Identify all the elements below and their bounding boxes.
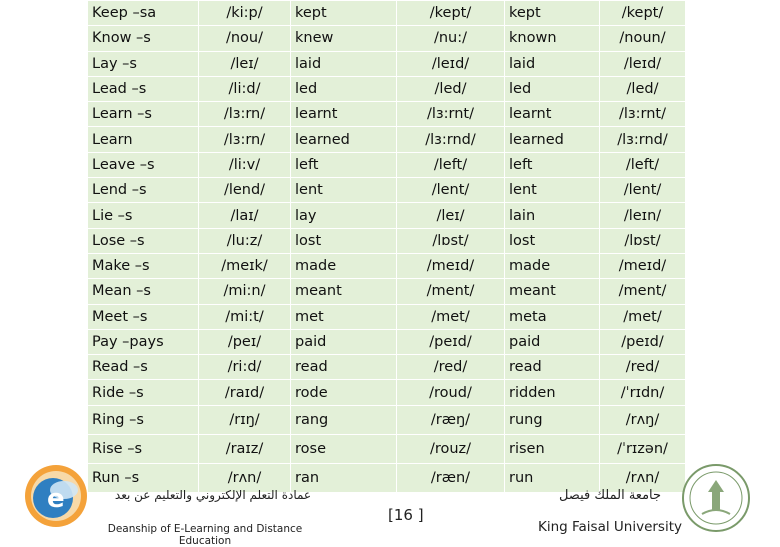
table-row: [88, 51, 686, 76]
table-cell: /ment/: [600, 279, 686, 304]
table-cell: Meet –s: [88, 304, 199, 329]
table-cell: lost: [291, 228, 397, 253]
e-learning-logo: [20, 460, 92, 532]
table-body: [88, 1, 686, 493]
table-row: [88, 203, 686, 228]
table-cell: /left/: [397, 152, 505, 177]
table-cell: lain: [505, 203, 600, 228]
table-cell: rode: [291, 380, 397, 405]
table-row: [88, 228, 686, 253]
table-cell: lent: [505, 178, 600, 203]
university-arabic-name: جامعة الملك فيصل: [558, 488, 662, 503]
deanship-arabic-name: عمادة التعلم الإلكتروني والتعليم عن بعد: [114, 488, 312, 502]
table-cell: /meɪd/: [397, 253, 505, 278]
table-cell: learnt: [291, 102, 397, 127]
table-cell: /lɜ:rnt/: [600, 102, 686, 127]
table-cell: /peɪd/: [600, 329, 686, 354]
table-cell: Run –s: [88, 463, 199, 492]
verb-table-container: [87, 0, 685, 493]
table-cell: /ki:p/: [199, 1, 291, 26]
table-cell: /nou/: [199, 26, 291, 51]
table-cell: /lent/: [397, 178, 505, 203]
table-cell: /met/: [600, 304, 686, 329]
table-cell: laid: [291, 51, 397, 76]
table-cell: /lɜ:rn/: [199, 127, 291, 152]
table-cell: Keep –sa: [88, 1, 199, 26]
table-cell: Lend –s: [88, 178, 199, 203]
table-row: [88, 279, 686, 304]
table-cell: /lɜ:rnt/: [397, 102, 505, 127]
table-cell: /mi:n/: [199, 279, 291, 304]
table-cell: /peɪ/: [199, 329, 291, 354]
table-cell: /noun/: [600, 26, 686, 51]
table-cell: /laɪ/: [199, 203, 291, 228]
table-cell: /leɪ/: [199, 51, 291, 76]
table-cell: /rouz/: [397, 434, 505, 463]
table-cell: made: [505, 253, 600, 278]
table-cell: /met/: [397, 304, 505, 329]
table-cell: /lend/: [199, 178, 291, 203]
table-cell: ridden: [505, 380, 600, 405]
table-cell: /meɪd/: [600, 253, 686, 278]
table-cell: left: [505, 152, 600, 177]
table-row: [88, 26, 686, 51]
table-cell: Mean –s: [88, 279, 199, 304]
table-cell: Make –s: [88, 253, 199, 278]
table-cell: led: [505, 76, 600, 101]
table-cell: learnt: [505, 102, 600, 127]
table-cell: /left/: [600, 152, 686, 177]
table-cell: /leɪd/: [600, 51, 686, 76]
footer: [0, 460, 780, 547]
table-cell: run: [505, 463, 600, 492]
table-cell: /led/: [600, 76, 686, 101]
table-cell: Learn: [88, 127, 199, 152]
table-cell: paid: [505, 329, 600, 354]
table-cell: ran: [291, 463, 397, 492]
table-cell: learned: [291, 127, 397, 152]
table-row: [88, 253, 686, 278]
table-cell: meta: [505, 304, 600, 329]
table-cell: Leave –s: [88, 152, 199, 177]
table-cell: laid: [505, 51, 600, 76]
table-row: [88, 152, 686, 177]
table-cell: /leɪ/: [397, 203, 505, 228]
table-cell: meant: [291, 279, 397, 304]
table-cell: made: [291, 253, 397, 278]
table-row: [88, 127, 686, 152]
university-english-name: King Faisal University: [537, 519, 683, 535]
table-cell: /mi:t/: [199, 304, 291, 329]
table-cell: Lay –s: [88, 51, 199, 76]
table-row: [88, 434, 686, 463]
table-cell: lent: [291, 178, 397, 203]
table-cell: meant: [505, 279, 600, 304]
table-cell: learned: [505, 127, 600, 152]
table-row: [88, 76, 686, 101]
table-cell: Read –s: [88, 355, 199, 380]
table-cell: /lɜ:rnd/: [397, 127, 505, 152]
table-cell: /rʌn/: [600, 463, 686, 492]
table-cell: read: [291, 355, 397, 380]
table-cell: Ride –s: [88, 380, 199, 405]
table-cell: /raɪd/: [199, 380, 291, 405]
table-cell: Lead –s: [88, 76, 199, 101]
table-cell: /leɪd/: [397, 51, 505, 76]
table-cell: /kept/: [600, 1, 686, 26]
table-cell: Lie –s: [88, 203, 199, 228]
table-cell: /nu:/: [397, 26, 505, 51]
table-row: [88, 304, 686, 329]
table-cell: /ræn/: [397, 463, 505, 492]
table-cell: /peɪd/: [397, 329, 505, 354]
table-cell: /lu:z/: [199, 228, 291, 253]
table-cell: /rʌn/: [199, 463, 291, 492]
table-cell: rose: [291, 434, 397, 463]
table-cell: /led/: [397, 76, 505, 101]
table-row: [88, 178, 686, 203]
table-cell: /raɪz/: [199, 434, 291, 463]
table-cell: /lɒst/: [397, 228, 505, 253]
table-cell: left: [291, 152, 397, 177]
table-cell: /ræŋ/: [397, 405, 505, 434]
table-cell: led: [291, 76, 397, 101]
table-cell: rung: [505, 405, 600, 434]
table-cell: knew: [291, 26, 397, 51]
logo-letter: e: [47, 484, 65, 514]
table-cell: /lɜ:rnd/: [600, 127, 686, 152]
table-cell: /ˈrɪzən/: [600, 434, 686, 463]
table-row: [88, 380, 686, 405]
table-cell: risen: [505, 434, 600, 463]
table-cell: /lɜ:rn/: [199, 102, 291, 127]
table-cell: /rʌŋ/: [600, 405, 686, 434]
table-cell: /meɪk/: [199, 253, 291, 278]
table-cell: Ring –s: [88, 405, 199, 434]
table-cell: /red/: [397, 355, 505, 380]
table-row: [88, 1, 686, 26]
table-row: [88, 355, 686, 380]
table-cell: lost: [505, 228, 600, 253]
table-cell: met: [291, 304, 397, 329]
table-cell: paid: [291, 329, 397, 354]
irregular-verbs-table: [87, 0, 686, 493]
table-cell: /roud/: [397, 380, 505, 405]
table-cell: /red/: [600, 355, 686, 380]
table-cell: /ri:d/: [199, 355, 291, 380]
table-row: [88, 405, 686, 434]
table-cell: /lent/: [600, 178, 686, 203]
table-cell: /li:v/: [199, 152, 291, 177]
page-number: [16 ]: [388, 506, 424, 524]
table-cell: kept: [291, 1, 397, 26]
table-cell: /lɒst/: [600, 228, 686, 253]
table-cell: Learn –s: [88, 102, 199, 127]
table-cell: kept: [505, 1, 600, 26]
table-cell: /rɪŋ/: [199, 405, 291, 434]
table-row: [88, 102, 686, 127]
table-cell: Lose –s: [88, 228, 199, 253]
table-cell: known: [505, 26, 600, 51]
table-cell: /li:d/: [199, 76, 291, 101]
table-cell: Rise –s: [88, 434, 199, 463]
table-cell: Know –s: [88, 26, 199, 51]
university-seal: [680, 462, 752, 534]
deanship-english-name: Deanship of E-Learning and Distance Education: [107, 523, 303, 547]
table-cell: /leɪn/: [600, 203, 686, 228]
table-cell: /ment/: [397, 279, 505, 304]
table-cell: /kept/: [397, 1, 505, 26]
table-cell: rang: [291, 405, 397, 434]
table-row: [88, 329, 686, 354]
table-cell: read: [505, 355, 600, 380]
table-cell: Pay –pays: [88, 329, 199, 354]
table-cell: /ˈrɪdn/: [600, 380, 686, 405]
table-cell: lay: [291, 203, 397, 228]
